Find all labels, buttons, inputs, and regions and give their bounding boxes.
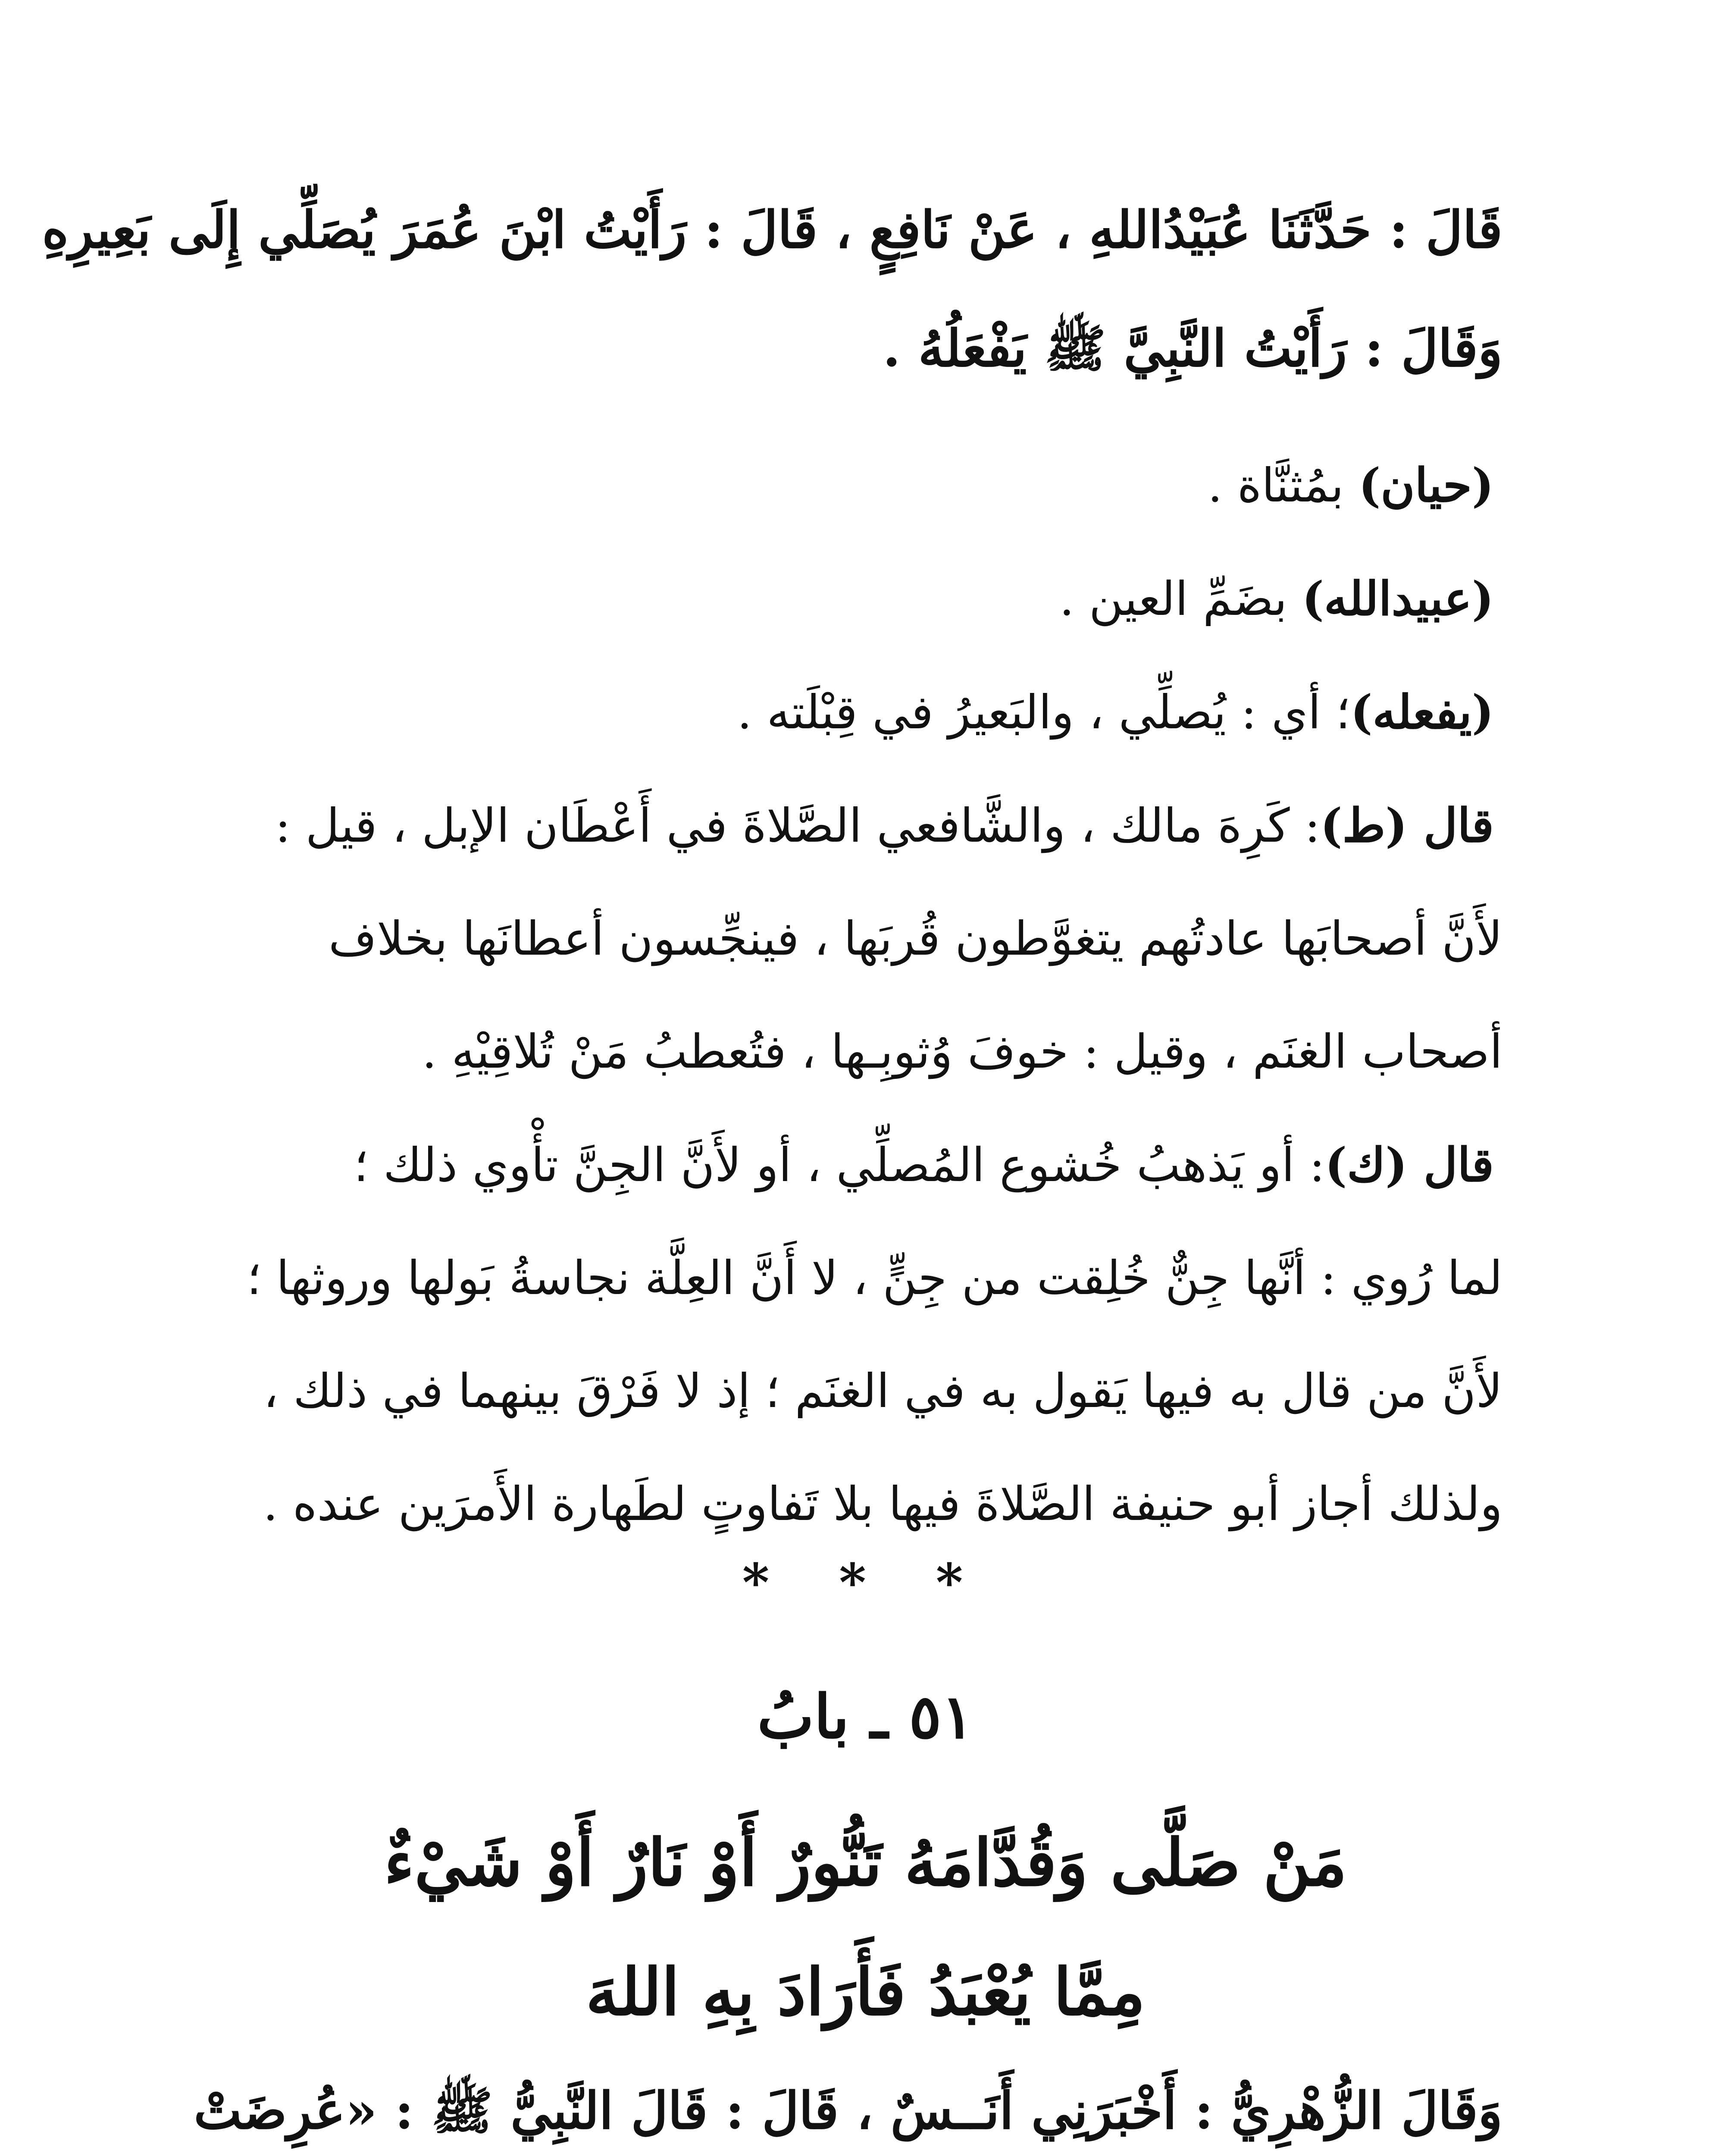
commentary-paragraph-t <box>226 769 1502 1109</box>
note-term: (يفعله) <box>1350 685 1494 740</box>
commentary-text: : أو يَذهبُ خُشوع المُصلِّي ، أو لأَنَّ الجِنَّ تأْوي ذلك ؛ <box>354 1138 1325 1192</box>
word-note <box>226 429 1502 542</box>
commentary-term: قال (ط) <box>1320 799 1494 853</box>
section-separator: * * * <box>742 1552 989 1613</box>
hadith-text <box>42 170 1502 407</box>
note-term: (حيان) <box>1359 458 1494 513</box>
note-text: بضَمِّ العين . <box>1059 572 1302 626</box>
note-text: ؛ أي : يُصلِّي ، والبَعيرُ في قِبْلَته . <box>737 686 1351 740</box>
chapter-title <box>0 1798 1731 2057</box>
commentary-line: لأَنَّ أصحابَها عادتُهم يتغوَّطون قُربَها ، فينجِّسون أعطانَها بخلاف <box>328 912 1502 966</box>
word-note <box>226 542 1502 656</box>
commentary-paragraph-k <box>226 1109 1502 1561</box>
note-text: بمُثنَّاة . <box>1208 459 1359 513</box>
note-term: (عبيدالله) <box>1302 572 1494 626</box>
commentary-line: لأَنَّ من قال به فيها يَقول به في الغنَم ؛ إذ لا فَرْقَ بينهما في ذلك ، <box>263 1364 1502 1418</box>
hadith-line: وَقَالَ : رَأَيْتُ النَّبِيَّ ﷺ يَفْعَلُهُ . <box>883 318 1502 378</box>
closing-hadith <box>194 2053 1502 2156</box>
chapter-number: ٥١ ـ بابُ <box>757 1682 974 1752</box>
chapter-title-line: مِمَّا يُعْبَدُ فَأَرَادَ بِهِ اللهَ <box>585 1954 1146 2030</box>
commentary-line: لما رُوي : أنَّها جِنٌّ خُلِقت من جِنٍّ ، لا أَنَّ العِلَّة نجاسةُ بَولها وروثها ؛ <box>247 1251 1502 1305</box>
commentary-text: : كَرِهَ مالك ، والشَّافعي الصَّلاةَ في أَعْطَان الإبل ، قيل : <box>275 799 1321 853</box>
commentary-line <box>226 769 1502 883</box>
hadith-line: قَالَ : حَدَّثَنَا عُبَيْدُاللهِ ، عَنْ نَافِعٍ ، قَالَ : رَأَيْتُ ابْنَ عُمَرَ يُصَلِّي إِلَى بَعِيرِهِ <box>42 200 1502 260</box>
commentary-term: قال (ك) <box>1325 1138 1494 1192</box>
chapter-title-line: مَنْ صَلَّى وَقُدَّامَهُ تَنُّورٌ أَوْ نَارٌ أَوْ شَيْءٌ <box>384 1825 1347 1901</box>
word-note <box>226 656 1502 769</box>
commentary <box>226 429 1502 1561</box>
commentary-line <box>226 1109 1502 1222</box>
commentary-line: أصحاب الغنَم ، وقيل : خوفَ وُثوبِـها ، فتُعطبُ مَنْ تُلاقِيْهِ . <box>422 1025 1502 1079</box>
closing-line: وَقَالَ الزُّهْرِيُّ : أَخْبَرَنِي أَنَــسٌ ، قَالَ : قَالَ النَّبِيُّ ﷺ : «عُرِضَتْ <box>194 2081 1502 2140</box>
commentary-line: ولذلك أجاز أبو حنيفة الصَّلاةَ فيها بلا تَفاوتٍ لطَهارة الأَمرَين عنده . <box>263 1477 1502 1531</box>
